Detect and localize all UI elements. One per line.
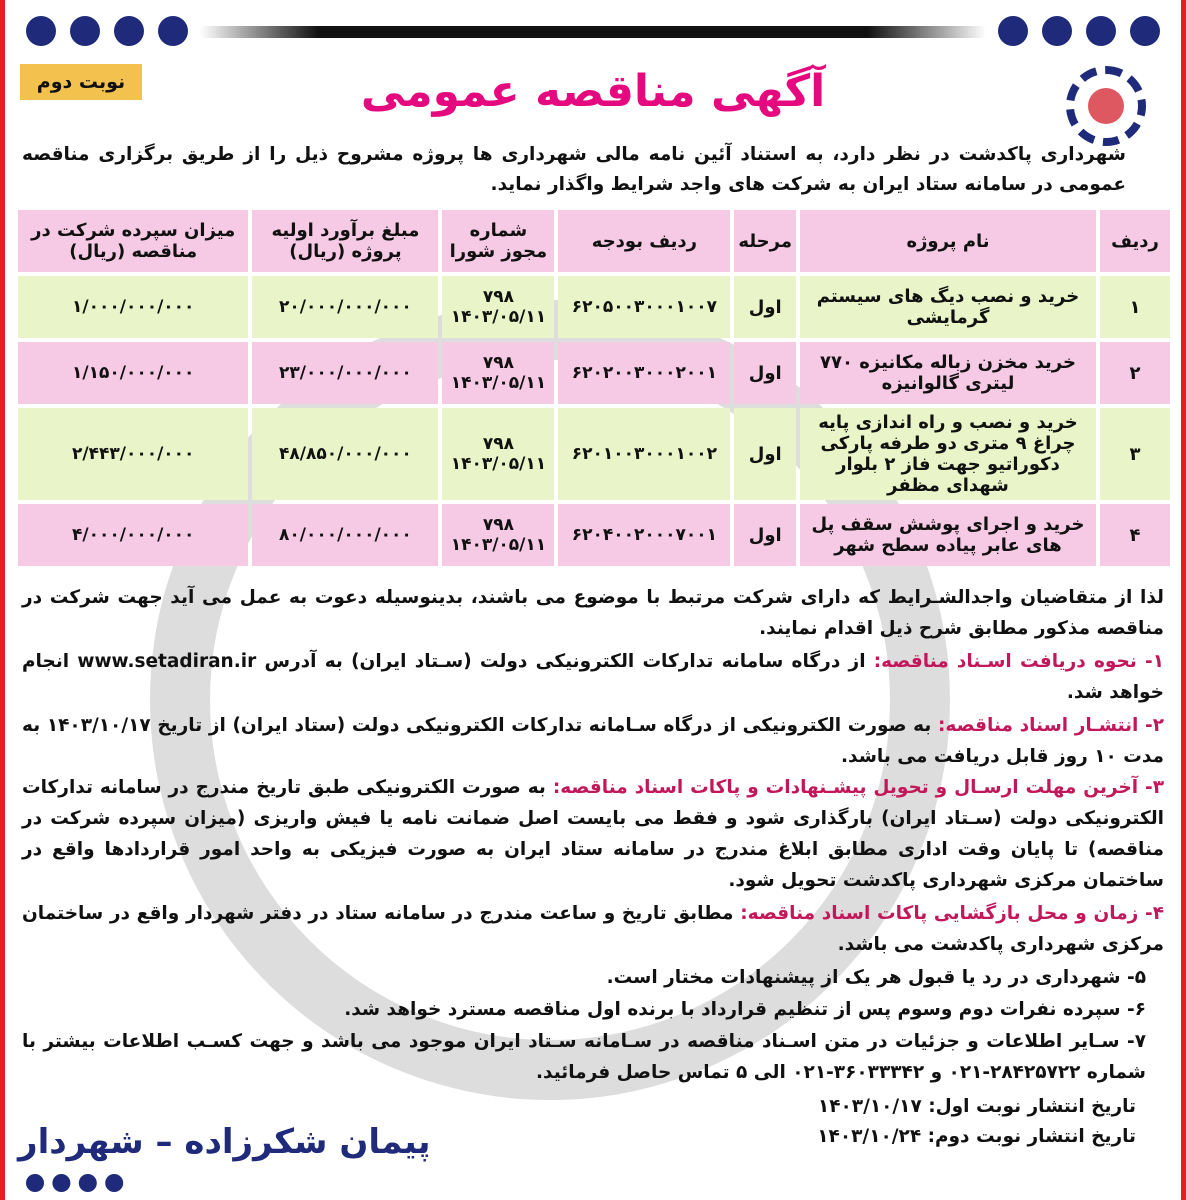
item-2: [22, 710, 1164, 772]
municipality-logo: [1066, 66, 1146, 146]
table-row: [18, 408, 1170, 500]
item-1: [22, 646, 1164, 708]
col-header: مبلغ برآورد اولیه پروژه (ریال): [252, 210, 438, 272]
table-cell: ۷۹۸ ۱۴۰۳/۰۵/۱۱: [442, 504, 554, 566]
item-body: مطابق تاریخ و ساعت مندرج در سامانه ستاد در دفتر شهردار واقع در ساختمان مرکزی شهرداری پاکدشت می باشد.: [22, 903, 1164, 955]
decor-dots-left: [26, 16, 188, 46]
table-cell: ۶۲۰۴۰۰۲۰۰۰۷۰۰۱: [558, 504, 730, 566]
table-cell: ۷۹۸ ۱۴۰۳/۰۵/۱۱: [442, 342, 554, 404]
lead-text: لذا از متقاضیان واجدالشـرایط که دارای شرکت مرتبط با موضوع می باشند، بدینوسیله دعوت به عمل می آید جهت شرکت در مناقصه مذکور مطابق شرح ذیل اقدام نمایند.: [22, 587, 1164, 639]
item-heading: ۲- انتشـار اسناد مناقصه:: [938, 715, 1165, 736]
table-cell: خرید مخزن زباله مکانیزه ۷۷۰ لیتری گالوانیزه: [800, 342, 1096, 404]
table-cell: اول: [734, 408, 796, 500]
table-cell: ۶۲۰۵۰۰۳۰۰۰۱۰۰۷: [558, 276, 730, 338]
second-publish-date: تاریخ انتشار نوبت دوم: ۱۴۰۳/۱۰/۲۴: [817, 1126, 1136, 1147]
table-cell: ۷۹۸ ۱۴۰۳/۰۵/۱۱: [442, 276, 554, 338]
table-cell: ۱/۱۵۰/۰۰۰/۰۰۰: [18, 342, 248, 404]
table-cell: ۷۹۸ ۱۴۰۳/۰۵/۱۱: [442, 408, 554, 500]
table-cell: ۲/۴۴۳/۰۰۰/۰۰۰: [18, 408, 248, 500]
first-publish-date: تاریخ انتشار نوبت اول: ۱۴۰۳/۱۰/۱۷: [817, 1096, 1136, 1117]
table-cell: ۶۲۰۱۰۰۳۰۰۰۱۰۰۲: [558, 408, 730, 500]
item-3: [22, 772, 1164, 896]
col-header: مرحله: [734, 210, 796, 272]
page-title: آگهی مناقصه عمومی: [360, 66, 826, 117]
table-cell: خرید و نصب دیگ های سیستم گرمایشی: [800, 276, 1096, 338]
col-header: شماره مجوز شورا: [442, 210, 554, 272]
top-bar: [200, 26, 986, 38]
note-5: ۵- شهرداری در رد یا قبول هر یک از پیشنهادات مختار است.: [606, 967, 1146, 988]
table-row: [18, 342, 1170, 404]
signature: پیمان شکرزاده – شهردار: [18, 1122, 431, 1162]
table-cell: ۶۲۰۲۰۰۳۰۰۰۲۰۰۱: [558, 342, 730, 404]
publish-dates: [817, 1092, 1136, 1152]
table-cell: ۲۳/۰۰۰/۰۰۰/۰۰۰: [252, 342, 438, 404]
left-border: [0, 0, 5, 1200]
table-cell: ۱: [1100, 276, 1170, 338]
table-cell: ۴/۰۰۰/۰۰۰/۰۰۰: [18, 504, 248, 566]
table-cell: خرید و نصب و راه اندازی پایه چراغ ۹ متری دو طرفه پارکی دکوراتیو جهت فاز ۲ بلوار شهدای مظفر: [800, 408, 1096, 500]
table-cell: اول: [734, 342, 796, 404]
table-cell: ۱/۰۰۰/۰۰۰/۰۰۰: [18, 276, 248, 338]
col-header: ردیف بودجه: [558, 210, 730, 272]
item-body: به صورت الکترونیکی طبق تاریخ مندرج در سامانه تدارکات الکترونیکی دولت (سـتاد ایران) بارگذاری شود و فقط می بایست اصل ضمانت نامه یا فیش واریزی (میزان سپرده شرکت در مناقصه) تا پایان وقت اداری مطابق ابلاغ مندرج در سامانه ستاد ایران به صورت فیزیکی به واحد امور قراردادها واقع در ساختمان مرکزی شهرداری پاکدشت تحویل شود.: [22, 777, 1164, 891]
item-body: از درگاه سامانه تدارکات الکترونیکی دولت (سـتاد ایران) به آدرس www.setadiran.ir انجام خواهد شد.: [22, 651, 1164, 703]
decor-dots-bottom: [26, 1174, 123, 1192]
item-body: به صورت الکترونیکی از درگاه سـامانه تدارکات الکترونیکی دولت (ستاد ایران) از تاریخ ۱۴۰۳/۱۰/۱۷ به مدت ۱۰ روز قابل دریافت می باشد.: [22, 715, 1164, 767]
projects-table: [14, 206, 1174, 570]
item-heading: ۴- زمان و محل بازگشایی پاکات اسناد مناقصه:: [740, 903, 1164, 924]
decor-dots-right: [998, 16, 1160, 46]
item-4: [22, 898, 1164, 960]
col-header: نام پروژه: [800, 210, 1096, 272]
right-border: [1181, 0, 1186, 1200]
note-6: ۶- سپرده نفرات دوم وسوم پس از تنظیم قرارداد با برنده اول مناقصه مسترد خواهد شد.: [344, 999, 1146, 1020]
table-cell: اول: [734, 504, 796, 566]
note-7: ۷- سـایر اطلاعات و جزئیات در متن اسـناد مناقصه در سـامانه سـتاد ایران موجود می باشد و جهت کسـب اطلاعات بیشتر با شماره ۲۸۴۲۵۷۲۲-۰۲۱ و ۳۶۰۳۳۳۴۲-۰۲۱ الی ۵ تماس حاصل فرمائید.: [22, 1031, 1146, 1083]
table-row: [18, 276, 1170, 338]
table-cell: اول: [734, 276, 796, 338]
table-cell: ۴۸/۸۵۰/۰۰۰/۰۰۰: [252, 408, 438, 500]
table-cell: ۲: [1100, 342, 1170, 404]
item-heading: ۱- نحوه دریافت اسـناد مناقصه:: [873, 651, 1164, 672]
col-header: ردیف: [1100, 210, 1170, 272]
intro-text: شهرداری پاکدشت در نظر دارد، به استناد آئین نامه مالی شهرداری ها پروژه مشروح ذیل را از طریق برگزاری مناقصه عمومی در سامانه ستاد ایران به شرکت های واجد شرایط واگذار نماید.: [22, 144, 1126, 195]
table-cell: ۴: [1100, 504, 1170, 566]
table-cell: خرید و اجرای پوشش سقف پل های عابر پیاده سطح شهر: [800, 504, 1096, 566]
round-badge: نوبت دوم: [20, 64, 142, 100]
table-row: [18, 504, 1170, 566]
table-cell: ۳: [1100, 408, 1170, 500]
item-heading: ۳- آخرین مهلت ارسـال و تحویل پیشـنهادات و پاکات اسناد مناقصه:: [552, 777, 1164, 798]
table-cell: ۸۰/۰۰۰/۰۰۰/۰۰۰: [252, 504, 438, 566]
table-cell: ۲۰/۰۰۰/۰۰۰/۰۰۰: [252, 276, 438, 338]
col-header: میزان سپرده شرکت در مناقصه (ریال): [18, 210, 248, 272]
